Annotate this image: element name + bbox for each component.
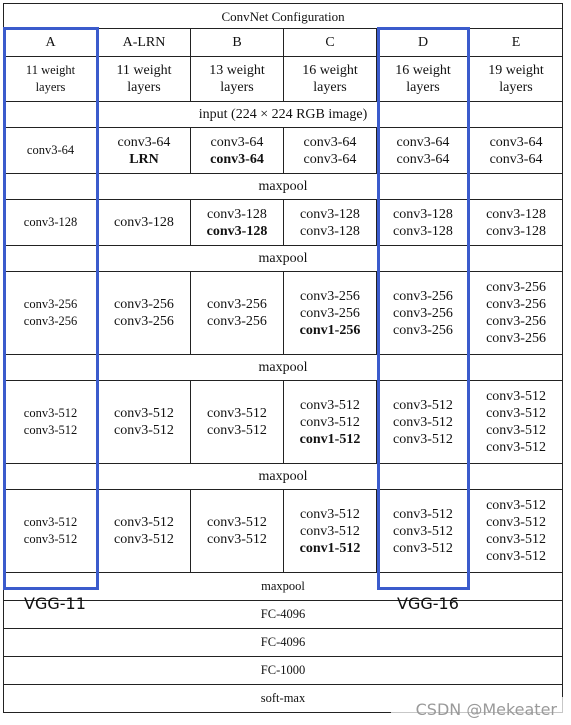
layer-label: conv3-512	[207, 406, 267, 421]
layer-label: conv3-256	[207, 314, 267, 329]
col-sub-a-lrn: 11 weight layers	[98, 57, 191, 102]
layer-label: conv3-512	[393, 523, 453, 539]
watermark: CSDN @Mekeater	[415, 700, 557, 719]
layer-label: conv3-64	[489, 151, 543, 167]
layer-cell	[284, 128, 377, 174]
col-header-a: A	[4, 29, 98, 57]
layer-label: conv3-128	[486, 223, 546, 239]
layer-label: conv3-512	[486, 549, 546, 564]
layer-label: conv3-512	[114, 515, 174, 530]
layer-label: conv3-128	[23, 215, 78, 229]
layer-cell	[4, 381, 98, 464]
layer-label: conv3-256	[486, 297, 546, 312]
maxpool-row: maxpool	[4, 464, 563, 490]
layer-label: conv3-64	[396, 134, 450, 150]
fc-row: FC-4096	[4, 601, 563, 629]
layer-label: conv3-512	[23, 423, 78, 437]
layer-cell	[470, 490, 563, 573]
col-sub-e: 19 weight layers	[470, 57, 563, 102]
layer-label: conv3-256	[23, 297, 78, 311]
block-4-row	[4, 381, 563, 464]
layer-cell	[98, 128, 191, 174]
layer-label: conv1-256	[299, 322, 361, 338]
layer-cell	[377, 272, 470, 355]
col-header-c: C	[284, 29, 377, 57]
layer-label: conv3-64	[303, 151, 357, 167]
convnet-config-table	[3, 3, 563, 713]
layer-label: conv3-256	[300, 305, 360, 321]
layer-cell	[377, 490, 470, 573]
layer-cell	[191, 272, 284, 355]
layer-label: conv3-64	[26, 143, 75, 157]
layer-label: conv3-512	[486, 498, 546, 513]
layer-label: conv3-256	[393, 322, 453, 338]
layer-label: conv3-256	[393, 288, 453, 304]
softmax-row: soft-max	[4, 685, 563, 713]
vgg11-label: VGG-11	[24, 594, 86, 613]
layer-label: conv3-256	[486, 280, 546, 295]
layer-label: conv3-512	[23, 515, 78, 529]
layer-label: conv3-128	[393, 206, 453, 222]
col-sub-d: 16 weight layers	[377, 57, 470, 102]
vgg16-label: VGG-16	[397, 594, 459, 613]
layer-cell	[4, 490, 98, 573]
layer-cell	[377, 200, 470, 246]
layer-label: conv3-256	[393, 305, 453, 321]
layer-label: conv3-512	[486, 423, 546, 438]
layer-label: conv3-128	[486, 206, 546, 222]
layer-label: conv3-512	[300, 506, 360, 522]
layer-label: conv3-512	[486, 406, 546, 421]
layer-label: conv3-128	[300, 206, 360, 222]
layer-cell	[98, 490, 191, 573]
block-5-row	[4, 490, 563, 573]
layer-cell	[191, 381, 284, 464]
layer-label: conv3-256	[300, 288, 360, 304]
layer-label: conv3-128	[206, 223, 268, 239]
col-header-b: B	[191, 29, 284, 57]
col-sub-c: 16 weight layers	[284, 57, 377, 102]
layer-label: conv3-128	[393, 223, 453, 239]
layer-cell	[4, 128, 98, 174]
maxpool-row: maxpool	[4, 174, 563, 200]
table-title: ConvNet Configuration	[4, 4, 563, 29]
maxpool-row: maxpool	[4, 573, 563, 601]
layer-label: conv3-128	[114, 215, 174, 230]
layer-cell	[377, 128, 470, 174]
layer-label: conv3-512	[207, 423, 267, 438]
layer-label: conv3-512	[114, 423, 174, 438]
layer-label: conv3-512	[393, 431, 453, 447]
layer-label: conv3-512	[300, 523, 360, 539]
layer-label: conv3-256	[114, 297, 174, 312]
input-row: input (224 × 224 RGB image)	[4, 102, 563, 128]
col-sub-b: 13 weight layers	[191, 57, 284, 102]
layer-label: LRN	[129, 151, 159, 167]
layer-label: conv3-64	[210, 151, 264, 167]
layer-label: conv3-64	[210, 134, 264, 150]
layer-label: conv3-512	[114, 406, 174, 421]
layer-cell	[191, 128, 284, 174]
layer-label: conv3-512	[486, 389, 546, 404]
layer-cell	[284, 200, 377, 246]
block-3-row	[4, 272, 563, 355]
layer-cell	[191, 490, 284, 573]
layer-cell	[98, 200, 191, 246]
layer-label: conv3-512	[300, 397, 360, 413]
layer-label: conv3-512	[300, 414, 360, 430]
layer-label: conv3-512	[207, 532, 267, 547]
layer-cell	[98, 381, 191, 464]
fc-row: FC-1000	[4, 657, 563, 685]
layer-label: conv3-512	[393, 414, 453, 430]
block-2-row	[4, 200, 563, 246]
layer-cell	[4, 200, 98, 246]
layer-label: conv3-64	[489, 134, 543, 150]
layer-label: conv3-512	[486, 515, 546, 530]
layer-label: conv3-64	[396, 151, 450, 167]
layer-label: conv3-128	[300, 223, 360, 239]
layer-cell	[4, 272, 98, 355]
layer-cell	[470, 272, 563, 355]
layer-cell	[98, 272, 191, 355]
layer-cell	[191, 200, 284, 246]
layer-label: conv3-512	[114, 532, 174, 547]
layer-label: conv3-512	[393, 397, 453, 413]
layer-cell	[470, 200, 563, 246]
fc-row: FC-4096	[4, 629, 563, 657]
block-1-row	[4, 128, 563, 174]
layer-label: conv3-64	[117, 134, 171, 150]
layer-cell	[377, 381, 470, 464]
layer-label: conv3-512	[486, 440, 546, 455]
layer-label: conv3-256	[486, 314, 546, 329]
layer-label: conv3-512	[393, 506, 453, 522]
maxpool-row: maxpool	[4, 355, 563, 381]
layer-label: conv3-128	[207, 206, 267, 222]
layer-label: conv3-256	[114, 314, 174, 329]
layer-cell	[470, 381, 563, 464]
layer-label: conv3-256	[486, 331, 546, 346]
layer-label: conv3-512	[23, 532, 78, 546]
layer-cell	[284, 381, 377, 464]
layer-label: conv3-256	[23, 314, 78, 328]
layer-cell	[470, 128, 563, 174]
layer-label: conv3-256	[207, 297, 267, 312]
layer-cell	[284, 490, 377, 573]
col-header-e: E	[470, 29, 563, 57]
layer-label: conv3-512	[207, 515, 267, 530]
layer-label: conv1-512	[299, 540, 361, 556]
layer-cell	[284, 272, 377, 355]
layer-label: conv1-512	[299, 431, 361, 447]
layer-label: conv3-512	[393, 540, 453, 556]
col-header-a-lrn: A-LRN	[98, 29, 191, 57]
layer-label: conv3-512	[486, 532, 546, 547]
layer-label: conv3-512	[23, 406, 78, 420]
maxpool-row: maxpool	[4, 246, 563, 272]
layer-label: conv3-64	[303, 134, 357, 150]
col-sub-a: 11 weight layers	[4, 57, 98, 102]
col-header-d: D	[377, 29, 470, 57]
